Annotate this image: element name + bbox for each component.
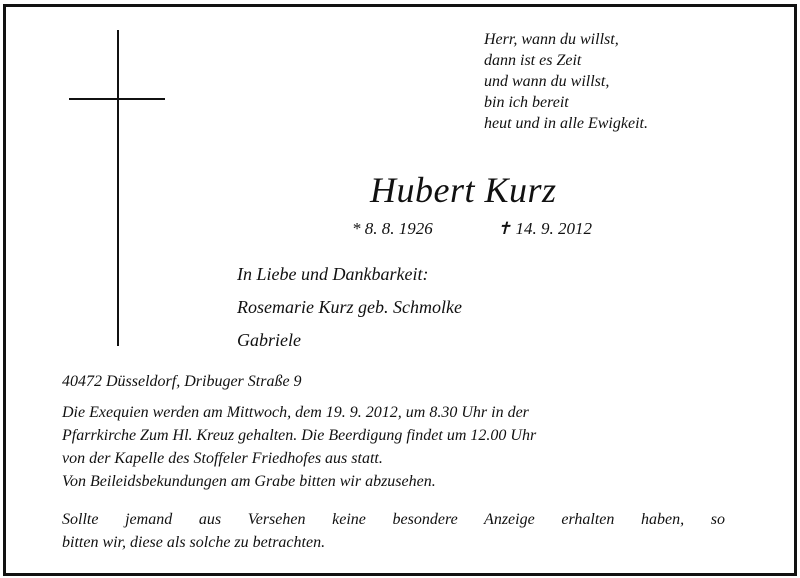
- closing-line: Sollte jemand aus Versehen keine besondere Anzeige erhalten haben, so: [62, 511, 725, 528]
- mourner-name: Rosemarie Kurz geb. Schmolke: [237, 297, 462, 317]
- closing-line: bitten wir, diese als solche zu betrachten.: [62, 534, 326, 551]
- mourners-list: [237, 258, 462, 357]
- cross-horizontal-bar: [69, 98, 165, 100]
- family-address: 40472 Düsseldorf, Dribuger Straße 9: [62, 373, 302, 390]
- funeral-details: [62, 401, 742, 493]
- closing-note: [62, 508, 725, 554]
- mourners-intro: In Liebe und Dankbarkeit:: [237, 264, 429, 284]
- deceased-name: Hubert Kurz: [370, 170, 557, 210]
- poem-line: Herr, wann du willst,: [484, 31, 619, 48]
- funeral-line: Pfarrkirche Zum Hl. Kreuz gehalten. Die Beerdigung findet um 12.00 Uhr: [62, 427, 537, 444]
- funeral-line: Die Exequien werden am Mittwoch, dem 19. 9. 2012, um 8.30 Uhr in der: [62, 404, 529, 421]
- poem-line: und wann du willst,: [484, 73, 610, 90]
- memorial-poem: [484, 29, 648, 134]
- poem-line: heut und in alle Ewigkeit.: [484, 115, 648, 132]
- funeral-line: von der Kapelle des Stoffeler Friedhofes aus statt.: [62, 450, 383, 467]
- birth-date: * 8. 8. 1926: [352, 219, 433, 238]
- cross-vertical-bar: [117, 30, 119, 346]
- mourner-name: Gabriele: [237, 330, 301, 350]
- funeral-line: Von Beileidsbekundungen am Grabe bitten wir abzusehen.: [62, 473, 436, 490]
- death-date: 14. 9. 2012: [515, 219, 592, 238]
- poem-line: dann ist es Zeit: [484, 52, 582, 69]
- dagger-cross-icon: ✝: [497, 219, 512, 238]
- poem-line: bin ich bereit: [484, 94, 569, 111]
- death-date-group: [497, 218, 592, 240]
